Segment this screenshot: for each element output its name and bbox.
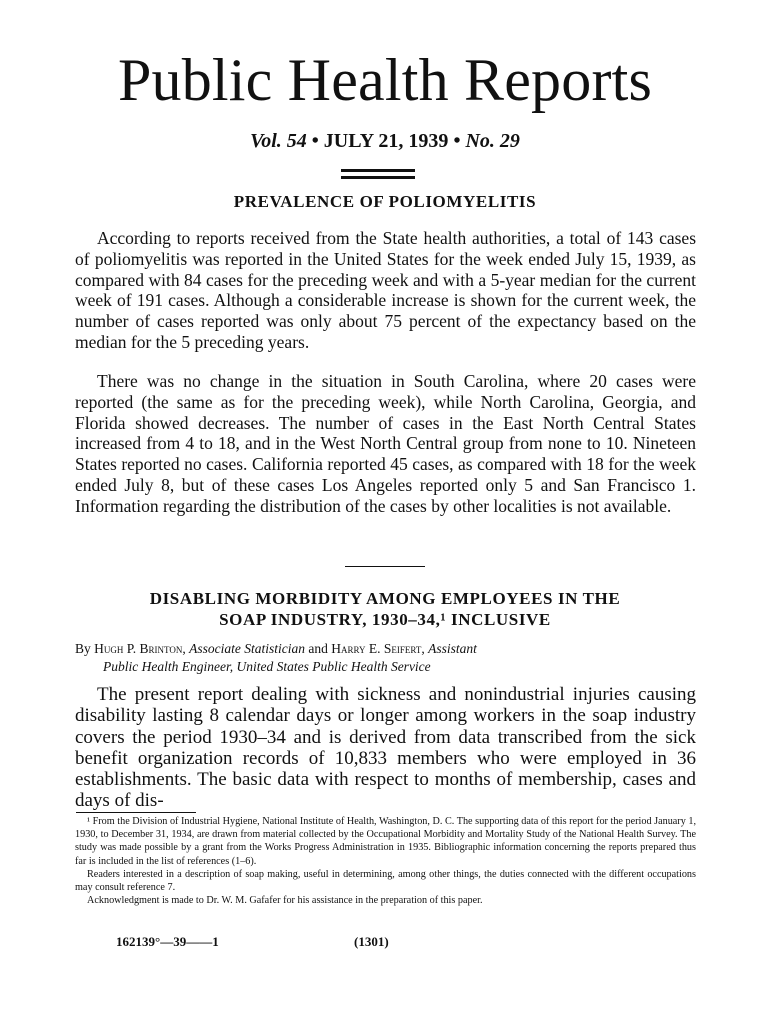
- author-role: Assistant: [428, 641, 477, 656]
- footnote-rule: [76, 812, 196, 813]
- page-number: (1301): [354, 934, 389, 949]
- byline-and: and: [305, 641, 332, 656]
- section-title-soap-industry: [0, 588, 770, 630]
- byline-by: By: [75, 641, 95, 656]
- footnotes: [75, 815, 696, 907]
- author-byline: By Hugh P. Brinton, Associate Statistician and Harry E. Seifert, Assistant Public Health Engineer, United States Public Health Service: [75, 640, 696, 676]
- footnote: Readers interested in a description of soap making, useful in determining, among other things, the duties connected with the different occupations may consult reference 7.: [75, 868, 696, 894]
- issue-date: JULY 21, 1939: [323, 130, 449, 152]
- section-divider: [345, 566, 425, 567]
- poliomyelitis-paragraph-1: According to reports received from the State health authorities, a total of 143 cases of poliomyelitis was reported in the United States for the week ended July 15, 1939, as compared with 84 cases for the preceding week and with a 5-year median for the current week of 191 cases. Although a considerable increase is shown for the current week, the number of cases reported was only about 75 percent of the expectancy based on the median for the 5 preceding years.: [75, 228, 696, 352]
- issue-number: No. 29: [465, 130, 520, 152]
- section-title-poliomyelitis: PREVALENCE OF POLIOMYELITIS: [233, 192, 537, 211]
- issue-separator: •: [448, 130, 466, 152]
- masthead-double-rule: [341, 169, 415, 179]
- poliomyelitis-paragraph-2: There was no change in the situation in South Carolina, where 20 cases were reported (the same as for the preceding week), while North Carolina, Georgia, and Florida showed decreases. The number of cases in the East North Central States increased from 4 to 18, and in the West North Central group from none to 10. Nineteen States reported no cases. California reported 45 cases, as compared with 18 for the week ended July 8, but of these cases Los Angeles reported only 5 and San Francisco 1. Information regarding the distribution of the cases by other localities is not available.: [75, 371, 696, 516]
- soap-industry-paragraph: The present report dealing with sickness and nonindustrial injuries causing disability lasting 8 calendar days or longer among workers in the soap industry covers the period 1930–34 and is derived from data transcribed from the sick benefit organization records of 10,833 members who were employed in 36 establishments. The basic data with respect to months of membership, cases and days of dis-: [75, 684, 696, 812]
- footnote: Acknowledgment is made to Dr. W. M. Gafafer for his assistance in the preparation of this paper.: [87, 895, 483, 907]
- printer-folio: 162139°—39——1: [116, 934, 219, 949]
- section-title-line-1: DISABLING MORBIDITY AMONG EMPLOYEES IN THE: [149, 589, 621, 608]
- section-title-line-2: SOAP INDUSTRY, 1930–34,¹ INCLUSIVE: [219, 610, 551, 629]
- author-name: Hugh P. Brinton: [94, 641, 183, 656]
- volume-label: Vol. 54: [250, 130, 307, 152]
- issue-separator: •: [306, 130, 324, 152]
- author-role: Associate Statistician: [189, 641, 305, 656]
- issue-line: [0, 130, 770, 153]
- journal-masthead: Public Health Reports: [117, 47, 653, 113]
- footnote: ¹ From the Division of Industrial Hygiene, National Institute of Health, Washington, D. C. The supporting data of this report for the period January 1, 1930, to December 31, 1934, are drawn from material collected by the Occupational Morbidity and Mortality Study of the National Health Survey. The study was made possible by a grant from the Works Progress Administration in 1935. Bibliographic information concerning the reports prepared thus far is included in the list of references (1–6).: [75, 816, 696, 867]
- author-role: Public Health Engineer, United States Public Health Service: [103, 659, 431, 674]
- author-name: Harry E. Seifert: [331, 641, 422, 656]
